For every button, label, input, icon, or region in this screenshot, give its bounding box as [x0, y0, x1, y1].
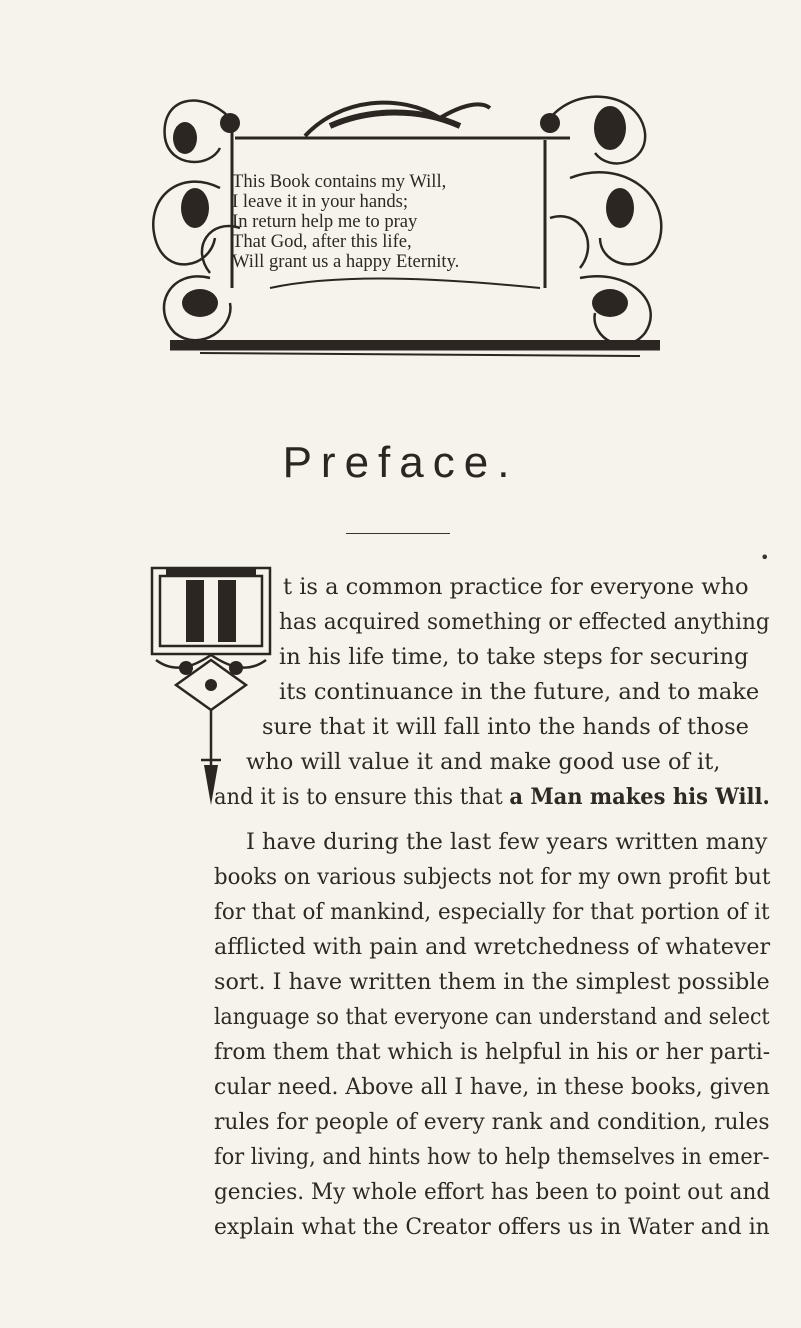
title-divider — [346, 533, 450, 534]
text-line: afflicted with pain and wretchedness of whatever — [214, 934, 771, 960]
text-line: for that of mankind, especially for that portion of it — [214, 899, 770, 925]
text-line: language so that everyone can understand and select — [214, 1004, 770, 1030]
text-line-start: and it is to ensure this that — [214, 784, 510, 810]
text-line: I have during the last few years written many — [246, 829, 768, 855]
text-line: sort. I have written them in the simplest possible — [214, 969, 770, 995]
text-line: sure that it will fall into the hands of those — [262, 714, 749, 740]
poem-line: This Book contains my Will, — [232, 171, 447, 192]
poem-line: Will grant us a happy Eternity. — [232, 251, 460, 272]
text-line: from them that which is helpful in his or her parti- — [214, 1039, 771, 1065]
text-line: for living, and hints how to help themselves in emer- — [214, 1144, 770, 1170]
text-line: t is a common practice for everyone who — [283, 574, 749, 600]
page-title: Preface. — [282, 438, 519, 487]
text-line: in his life time, to take steps for securing — [279, 644, 749, 670]
dedication-poem — [232, 172, 562, 272]
text-line: rules for people of every rank and condition, rules — [214, 1109, 770, 1135]
poem-line: That God, after this life, — [232, 231, 412, 252]
poem-line: In return help me to pray — [232, 211, 418, 232]
text-line: explain what the Creator offers us in Water and in — [214, 1214, 770, 1240]
poem-line: I leave it in your hands; — [232, 191, 409, 212]
text-line: its continuance in the future, and to make — [279, 679, 760, 705]
text-line: has acquired something or effected anything — [279, 609, 770, 635]
emphasized-text: a Man makes his Will. — [509, 784, 770, 810]
ink-speck: • — [760, 548, 770, 567]
text-line: cular need. Above all I have, in these books, given — [214, 1074, 770, 1100]
text-line: gencies. My whole effort has been to point out and — [214, 1179, 771, 1205]
text-line: who will value it and make good use of it, — [246, 749, 721, 775]
text-line: books on various subjects not for my own profit but — [214, 864, 771, 890]
text-line — [214, 784, 770, 810]
